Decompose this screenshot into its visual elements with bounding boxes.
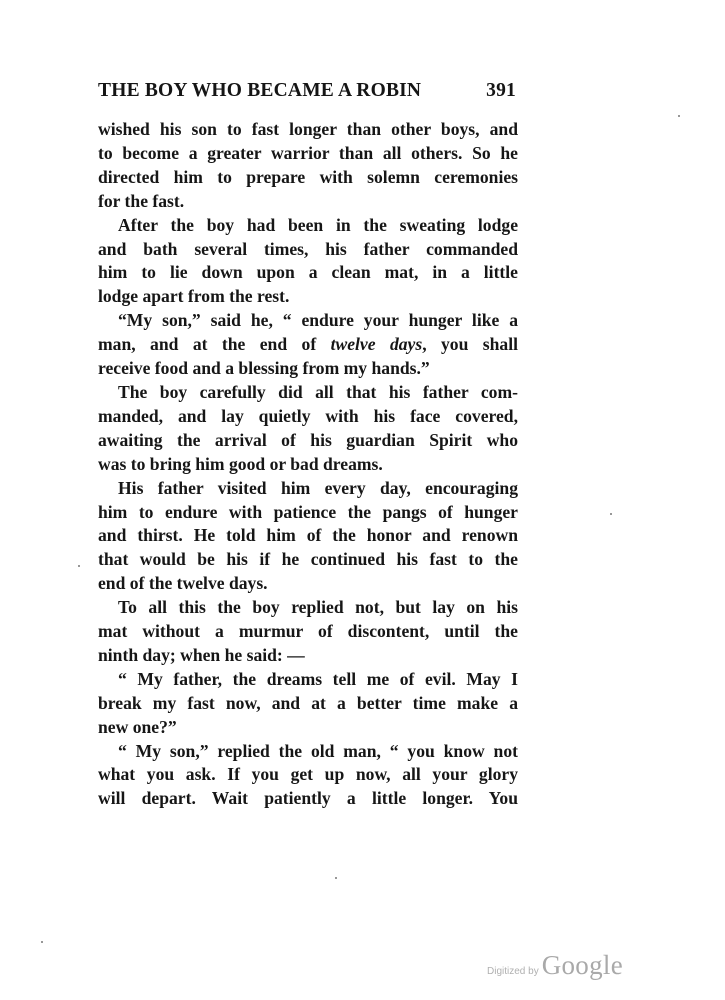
running-header xyxy=(98,80,516,102)
text-line xyxy=(98,333,518,357)
page-number: 391 xyxy=(486,80,516,101)
text-line: for the fast. xyxy=(98,190,185,211)
text-line: “ My father, the dreams tell me of evil. May I xyxy=(118,668,518,689)
text-line: to become a greater warrior than all others. So he xyxy=(98,142,518,163)
text-segment: , you shall xyxy=(422,334,518,355)
running-title: THE BOY WHO BECAME A ROBIN xyxy=(98,80,422,101)
text-line: was to bring him good or bad dreams. xyxy=(98,453,383,474)
text-line: him to endure with patience the pangs of hunger xyxy=(98,501,518,522)
scan-speck xyxy=(678,115,680,117)
text-line: “My son,” said he, “ endure your hunger like a xyxy=(118,310,518,331)
text-line: that would be his if he continued his fast to the xyxy=(98,549,518,570)
text-segment: man, and at the end of xyxy=(98,334,331,355)
text-line: receive food and a blessing from my hands.” xyxy=(98,358,430,379)
google-logo: Google xyxy=(541,950,623,980)
text-line: lodge apart from the rest. xyxy=(98,286,290,307)
text-line: directed him to prepare with solemn ceremonies xyxy=(98,166,518,187)
text-line: what you ask. If you get up now, all your glory xyxy=(98,764,518,785)
text-line: mat without a murmur of discontent, until the xyxy=(98,621,518,642)
text-line: and bath several times, his father commanded xyxy=(98,238,518,259)
text-line: The boy carefully did all that his father com- xyxy=(118,381,518,402)
scan-speck xyxy=(610,513,612,515)
text-line: wished his son to fast longer than other boys, and xyxy=(98,119,518,139)
text-line: awaiting the arrival of his guardian Spirit who xyxy=(98,429,518,450)
text-line: new one?” xyxy=(98,716,177,737)
digitized-by-google-watermark xyxy=(487,950,623,981)
text-line: and thirst. He told him of the honor and renown xyxy=(98,525,518,546)
emphasis-text: twelve days xyxy=(330,334,423,355)
text-line: him to lie down upon a clean mat, in a little xyxy=(98,262,518,283)
text-line: end of the twelve days. xyxy=(98,573,268,594)
text-line: “ My son,” replied the old man, “ you know not xyxy=(118,740,518,761)
text-line: will depart. Wait patiently a little longer. You xyxy=(98,788,518,809)
text-line: ninth day; when he said: — xyxy=(98,644,305,665)
text-line: manded, and lay quietly with his face covered, xyxy=(98,405,518,426)
text-line: break my fast now, and at a better time make a xyxy=(98,692,518,713)
digitized-by-label: Digitized by xyxy=(487,966,539,977)
text-line: To all this the boy replied not, but lay on his xyxy=(118,597,518,618)
scan-speck xyxy=(41,941,43,943)
body-text xyxy=(98,118,518,811)
scan-speck xyxy=(78,565,80,567)
text-line: His father visited him every day, encouraging xyxy=(118,477,518,498)
text-line: After the boy had been in the sweating lodge xyxy=(118,214,518,235)
scan-speck xyxy=(335,877,337,879)
